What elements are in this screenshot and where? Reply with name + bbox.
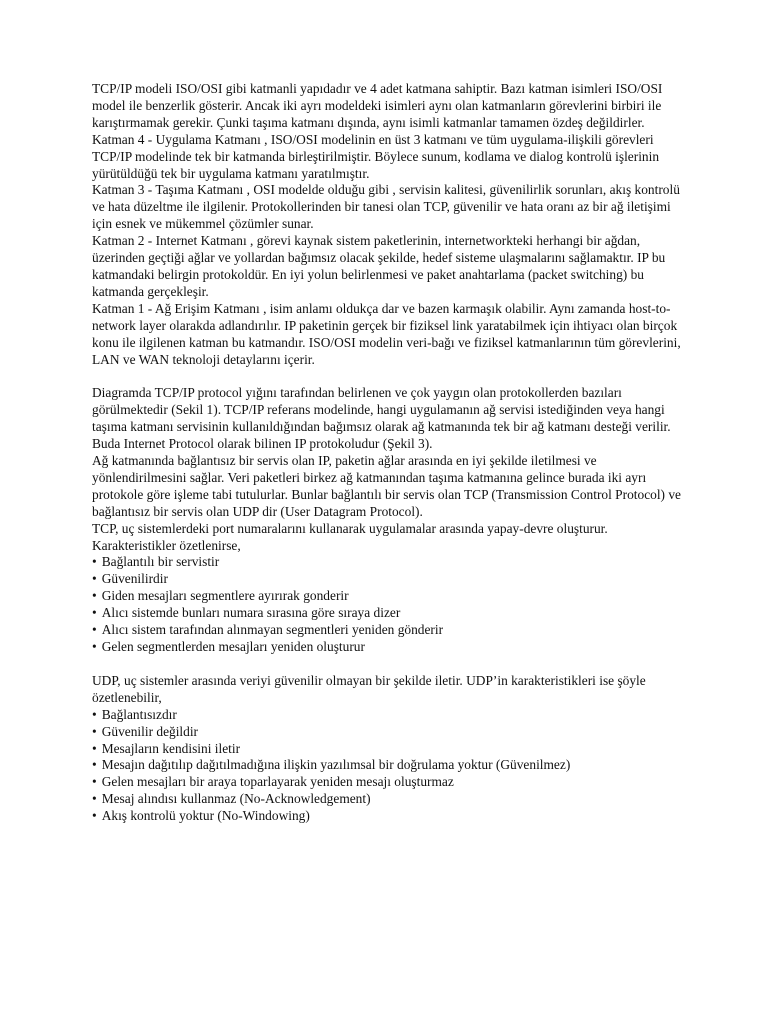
tcp-intro-paragraph: TCP, uç sistemlerdeki port numaralarını kullanarak uygulamalar arasında yapay-devre oluşturur. Karakteristikler özetlenirse, bbox=[92, 520, 608, 553]
list-item: • Mesajın dağıtılıp dağıtılmadığına ilişkin yazılımsal bir doğrulama yoktur (Güvenilmez) bbox=[92, 757, 692, 774]
tcp-characteristics-list bbox=[92, 554, 692, 655]
list-item: • Gelen mesajları bir araya toparlayarak yeniden mesajı oluşturmaz bbox=[92, 774, 692, 791]
ip-paragraph: Ağ katmanında bağlantısız bir servis olan IP, paketin ağlar arasında en iyi şekilde iletilmesi ve yönlendirilmesini sağlar. Veri paketleri birkez ağ katmanından taşıma katmanına gelince burada iki ayrı protokole göre işleme tabi tutulurlar. Bunlar bağlantılı bir servis olan TCP (Transmission Control Protocol) ve bağlantısız bir servis olan UDP dir (User Datagram Protocol). bbox=[92, 453, 681, 519]
list-item: • Alıcı sistemde bunları numara sırasına göre sıraya dizer bbox=[92, 605, 692, 622]
layer-4-paragraph: Katman 4 - Uygulama Katmanı , ISO/OSI modelinin en üst 3 katmanı ve tüm uygulama-ilişkili görevleri TCP/IP modelinde tek bir katmanda birleştirilmiştir. Böylece sunum, kodlama ve dialog kontrolü işlerinin yürütüldüğü tek bir uygulama katmanı yaratılmıştır. bbox=[92, 131, 660, 181]
list-item: • Mesajların kendisini iletir bbox=[92, 741, 692, 758]
layer-2-paragraph: Katman 2 - Internet Katmanı , görevi kaynak sistem paketlerinin, internetworkteki herhangi bir ağdan, üzerinden geçtiği ağlar ve yollardan bağımsız olacak şekilde, hedef sisteme ulaşmalarını sağlamaktır. IP bu katmandaki belirgin protokoldür. En iyi yolun belirlenmesi ve paket anahtarlama (packet switching) bu katmanda gerçekleşir. bbox=[92, 233, 666, 299]
list-item: • Giden mesajları segmentlere ayırırak gonderir bbox=[92, 588, 692, 605]
list-item: • Akış kontrolü yoktur (No-Windowing) bbox=[92, 808, 692, 825]
layer-3-paragraph: Katman 3 - Taşıma Katmanı , OSI modelde olduğu gibi , servisin kalitesi, güvenilirlik sorunları, akış kontrolü ve hata düzeltme ile ilgilenir. Protokollerinden bir tanesi olan TCP, güvenilir ve hata oranı az bir ağ iletişimi için esnek ve mükemmel çözümler sunar. bbox=[92, 182, 680, 232]
udp-characteristics-list bbox=[92, 707, 692, 825]
udp-intro-paragraph: UDP, uç sistemler arasında veriyi güvenilir olmayan bir şekilde iletir. UDP’in karakteristikleri ise şöyle özetlenebilir, bbox=[92, 672, 646, 705]
diagram-paragraph: Diagramda TCP/IP protocol yığını tarafından belirlenen ve çok yaygın olan protokollerden bazıları görülmektedir (Sekil 1). TCP/IP referans modelinde, hangi uygulamanın ağ servisi istediğinden veya hangi taşıma katmanı servisinin kullanıldığından bağımsız olarak ağ katmanında tek bir ağ katmanı desteği verilir. Buda Internet Protocol olarak bilinen IP protokoludur (Şekil 3). bbox=[92, 385, 671, 452]
paragraph-gap bbox=[92, 656, 692, 673]
list-item: • Güvenilirdir bbox=[92, 571, 692, 588]
paragraph-gap bbox=[92, 368, 692, 385]
list-item: • Gelen segmentlerden mesajları yeniden oluşturur bbox=[92, 639, 692, 656]
list-item: • Güvenilir değildir bbox=[92, 724, 692, 741]
list-item: • Bağlantısızdır bbox=[92, 707, 692, 724]
list-item: • Alıcı sistem tarafından alınmayan segmentleri yeniden gönderir bbox=[92, 622, 692, 639]
list-item: • Mesaj alındısı kullanmaz (No-Acknowledgement) bbox=[92, 791, 692, 808]
intro-paragraph: TCP/IP modeli ISO/OSI gibi katmanli yapıdadır ve 4 adet katmana sahiptir. Bazı katman isimleri ISO/OSI model ile benzerlik gösterir. Ancak iki ayrı modeldeki isimleri aynı olan katmanların görevlerini birbiri ile karıştırmamak gerekir. Çunki taşıma katmanı dışında, aynı isimli katmanlar tamamen özdeş değildirler. bbox=[92, 81, 663, 130]
list-item: • Bağlantılı bir servistir bbox=[92, 554, 692, 571]
document-page bbox=[92, 81, 692, 825]
layer-1-paragraph: Katman 1 - Ağ Erişim Katmanı , isim anlamı oldukça dar ve bazen karmaşık olabilir. Aynı zamanda host-to-network layer olarakda adlandırılır. IP paketinin gerçek bir fiziksel link yaratabilmek için ihtiyacı olan birçok konu ile ilgilenen katman bu katmandır. ISO/OSI modelin veri-bağı ve fiziksel katmanlarının tüm görevlerini, LAN ve WAN teknoloji detaylarını içerir. bbox=[92, 300, 681, 367]
